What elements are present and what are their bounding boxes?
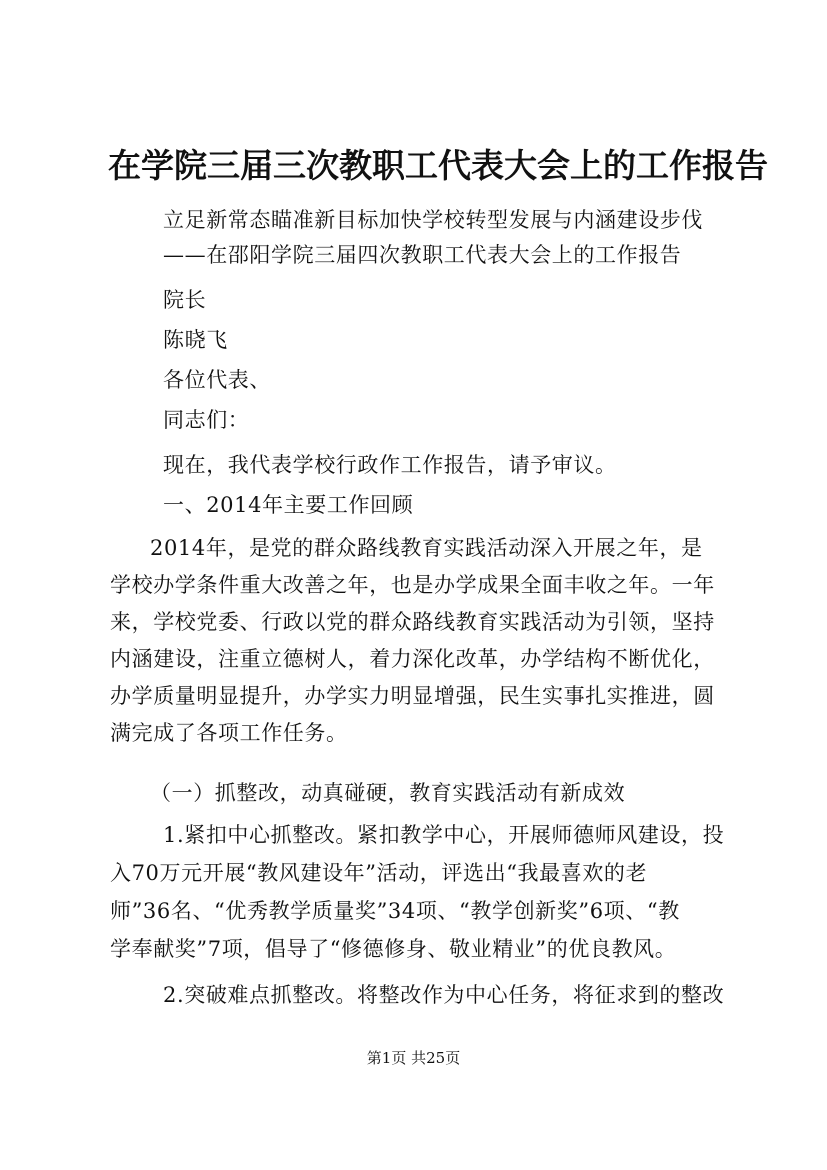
salutation-1: 各位代表、 <box>163 368 271 392</box>
paragraph-line: 2014年，是党的群众路线教育实践活动深入开展之年，是 <box>150 536 703 560</box>
paragraph-line: 内涵建设，注重立德树人，着力深化改革，办学结构不断优化， <box>110 647 715 671</box>
subsection-heading: （一）抓整改，动真碰硬，教育实践活动有新成效 <box>150 781 626 805</box>
paragraph-line: 1.紧扣中心抓整改。紧扣教学中心，开展师德师风建设，投 <box>163 823 725 847</box>
salutation-2: 同志们： <box>163 408 250 432</box>
document-title: 在学院三届三次教职工代表大会上的工作报告 <box>108 146 768 185</box>
paragraph-line: 办学质量明显提升，办学实力明显增强，民生实事扎实推进，圆 <box>110 684 715 708</box>
paragraph-line: 2.突破难点抓整改。将整改作为中心任务，将征求到的整改 <box>163 983 725 1007</box>
author-role: 院长 <box>163 288 207 312</box>
paragraph-line: 学校办学条件重大改善之年，也是办学成果全面丰收之年。一年 <box>110 573 715 597</box>
opening-statement: 现在，我代表学校行政作工作报告，请予审议。 <box>163 453 617 477</box>
paragraph-line: 入70万元开展“教风建设年”活动，评选出“我最喜欢的老 <box>110 861 648 885</box>
paragraph-line: 来，学校党委、行政以党的群众路线教育实践活动为引领，坚持 <box>110 610 715 634</box>
page-indicator: 第1页 共25页 <box>366 1049 461 1067</box>
paragraph-line: 满完成了各项工作任务。 <box>110 721 348 745</box>
author-name: 陈晓飞 <box>163 328 228 352</box>
paragraph-line: 师”36名、“优秀教学质量奖”34项、“教学创新奖”6项、“教 <box>110 899 680 923</box>
paragraph-line: 学奉献奖”7项，倡导了“修德修身、敬业精业”的优良教风。 <box>110 937 677 961</box>
subtitle-line-2: ——在邵阳学院三届四次教职工代表大会上的工作报告 <box>163 243 682 267</box>
section-heading: 一、2014年主要工作回顾 <box>163 493 414 517</box>
subtitle-line-1: 立足新常态瞄准新目标加快学校转型发展与内涵建设步伐 <box>163 208 703 232</box>
